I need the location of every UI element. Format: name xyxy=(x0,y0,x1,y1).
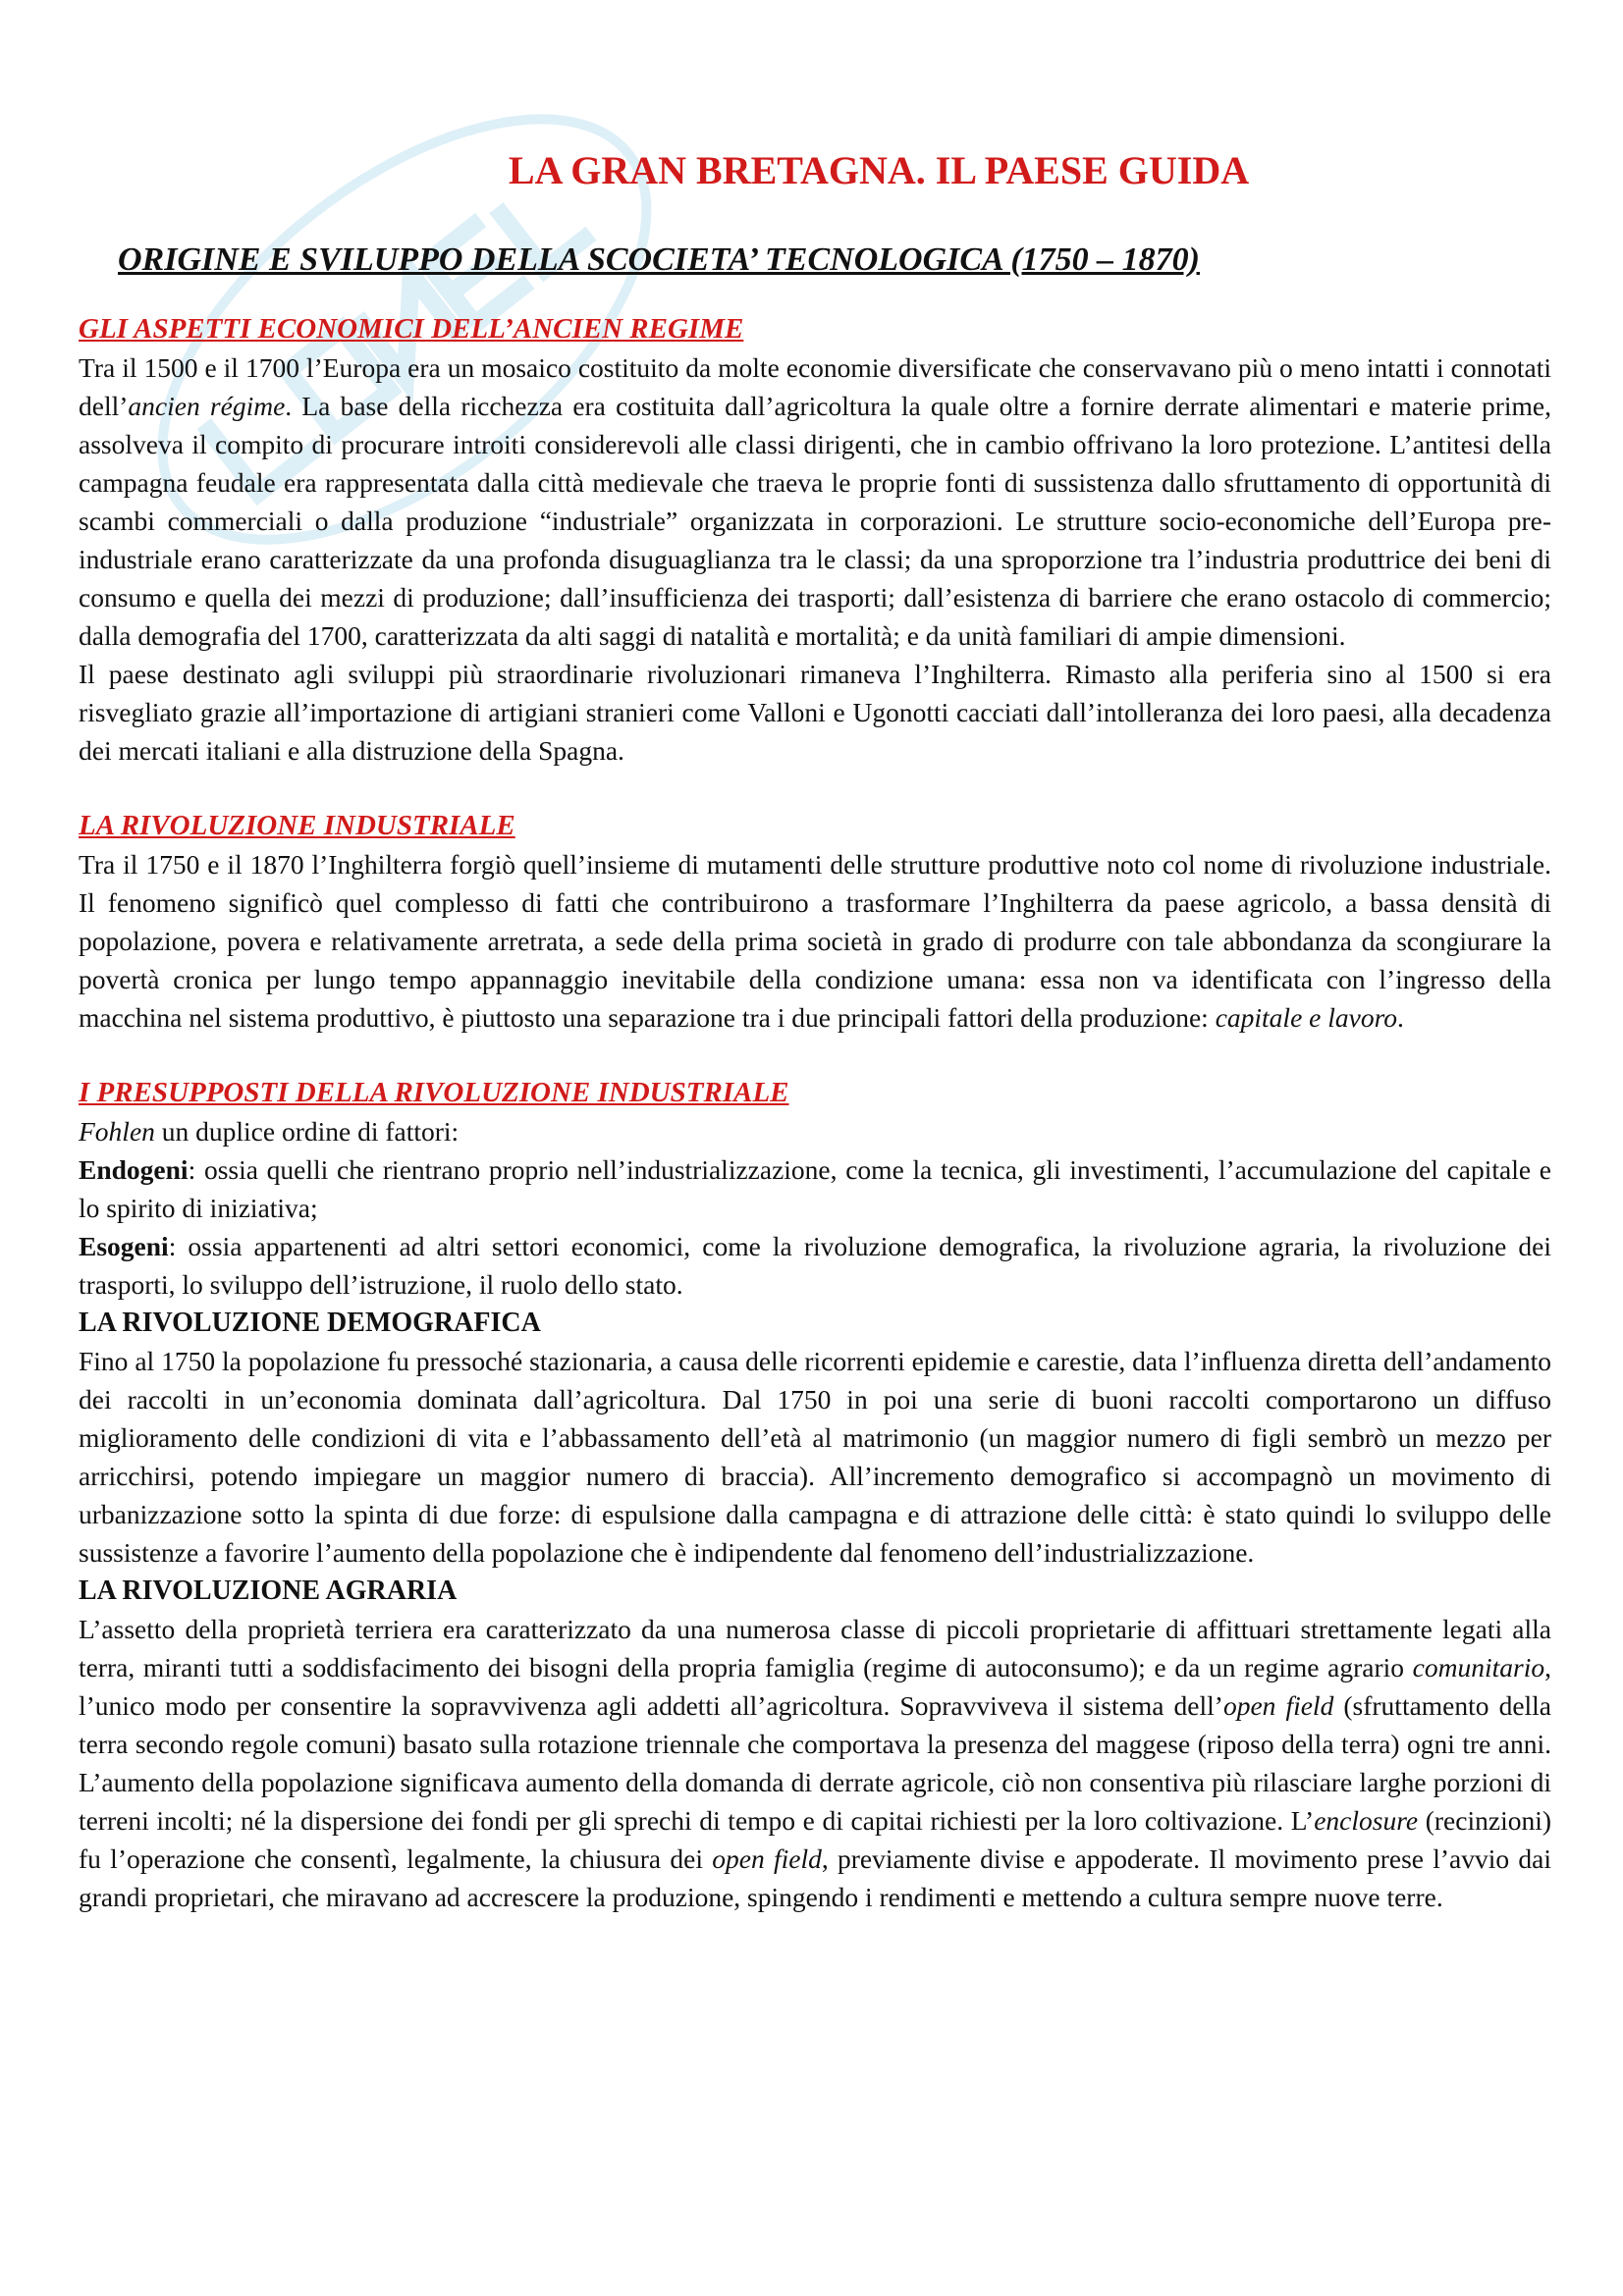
paragraph-rivoluzione-industriale: Tra il 1750 e il 1870 l’Inghilterra forgiò quell’insieme di mutamenti delle strutture produttive noto col nome di rivoluzione industriale. Il fenomeno significò quel complesso di fatti che contribuirono a trasformare l’Inghilterra da paese agricolo, a bassa densità di popolazione, povera e relativamente arretrata, a sede della prima società in grado di produrre con tale abbondanza da scongiurare la povertà cronica per lungo tempo appannaggio inevitabile della condizione umana: essa non va identificata con l’ingresso della macchina nel sistema produttivo, è piuttosto una separazione tra i due principali fattori della produzione: capitale e lavoro. xyxy=(79,849,1551,1033)
paragraph-rivoluzione-agraria: L’assetto della proprietà terriera era caratterizzato da una numerosa classe di piccoli proprietarie di affittuari strettamente legati alla terra, miranti tutti a soddisfacimento dei bisogni della propria famiglia (regime di autoconsumo); e da un regime agrario comunitario, l’unico modo per consentire la sopravvivenza agli addetti all’agricoltura. Sopravviveva il sistema dell’open field (sfruttamento della terra secondo regole comuni) basato sulla rotazione triennale che comportava la presenza del maggese (riposo della terra) ogni tre anni. L’aumento della popolazione significava aumento della domanda di derrate agricole, ciò non consentiva più rilasciare larghe porzioni di terreni incolti; né la dispersione dei fondi per gli sprechi di tempo e di capitai richiesti per la loro coltivazione. L’enclosure (recinzioni) fu l’operazione che consentì, legalmente, la chiusura dei open field, previamente divise e appoderate. Il movimento prese l’avvio dai grandi proprietari, che miravano ad accrescere la produzione, spingendo i rendimenti e mettendo a cultura sempre nuove terre. xyxy=(79,1614,1552,1912)
document-subtitle: ORIGINE E SVILUPPO DELLA SCOCIETA’ TECNOLOGICA (1750 – 1870) xyxy=(118,241,1200,278)
section-heading-ancien-regime: GLI ASPETTI ECONOMICI DELL’ANCIEN REGIME xyxy=(79,313,744,345)
paragraph-esogeni: Esogeni: ossia appartenenti ad altri settori economici, come la rivoluzione demografica, la rivoluzione agraria, la rivoluzione dei trasporti, lo sviluppo dell’istruzione, il ruolo dello stato. xyxy=(79,1231,1551,1300)
paragraph-ancien-regime: Tra il 1500 e il 1700 l’Europa era un mosaico costituito da molte economie diversificate che conservavano più o meno intatti i connotati dell’ancien régime. La base della ricchezza era costituita dall’agricoltura la quale oltre a fornire derrate alimentari e materie prime, assolveva il compito di procurare introiti considerevoli alle classi dirigenti, che in cambio offrivano la loro protezione. L’antitesi della campagna feudale era rappresentata dalla città medievale che traeva le proprie fonti di sussistenza dallo sfruttamento di opportunità di scambi commerciali o dalla produzione “industriale” organizzata in corporazioni. Le strutture socio-economiche dell’Europa pre-industriale erano caratterizzate da una profonda disuguaglianza tra le classi; da una sproporzione tra l’industria produttrice dei beni di consumo e quella dei mezzi di produzione; dall’insufficienza dei trasporti; dall’esistenza di barriere che erano ostacolo di commercio; dalla demografia del 1700, caratterizzata da alti saggi di natalità e mortalità; e da unità familiari di ampie dimensioni. xyxy=(79,352,1552,651)
section-heading-presupposti: I PRESUPPOSTI DELLA RIVOLUZIONE INDUSTRIALE xyxy=(79,1077,789,1108)
paragraph-inghilterra: Il paese destinato agli sviluppi più straordinarie rivoluzionari rimaneva l’Inghilterra. Rimasto alla periferia sino al 1500 si era risvegliato grazie all’importazione di artigiani stranieri come Valloni e Ugonotti cacciati dall’intolleranza dei loro paesi, alla decadenza dei mercati italiani e alla distruzione della Spagna. xyxy=(79,659,1551,766)
heading-rivoluzione-demografica: LA RIVOLUZIONE DEMOGRAFICA xyxy=(79,1308,541,1338)
document-page xyxy=(79,147,1551,1916)
heading-rivoluzione-agraria: LA RIVOLUZIONE AGRARIA xyxy=(79,1575,458,1606)
page-title: LA GRAN BRETAGNA. IL PAESE GUIDA xyxy=(508,148,1250,192)
section-heading-rivoluzione-industriale: LA RIVOLUZIONE INDUSTRIALE xyxy=(79,810,515,841)
paragraph-rivoluzione-demografica: Fino al 1750 la popolazione fu pressoché stazionaria, a causa delle ricorrenti epidemie e carestie, data l’influenza diretta dell’andamento dei raccolti in un’economia dominata dall’agricoltura. Dal 1750 in poi una serie di buoni raccolti comportarono un diffuso miglioramento delle condizioni di vita e l’abbassamento dell’età al matrimonio (un maggior numero di figli sembrò un mezzo per arricchirsi, potendo impiegare un maggior numero di braccia). All’incremento demografico si accompagnò un movimento di urbanizzazione sotto la spinta di due forze: di espulsione dalla campagna e di attrazione delle città: è stato quindi lo sviluppo delle sussistenze a favorire l’aumento della popolazione che è indipendente dal fenomeno dell’industrializzazione. xyxy=(79,1346,1551,1568)
paragraph-endogeni: Endogeni: ossia quelli che rientrano proprio nell’industrializzazione, come la tecnica, gli investimenti, l’accumulazione del capitale e lo spirito di iniziativa; xyxy=(79,1154,1551,1223)
paragraph-fohlen: Fohlen un duplice ordine di fattori: xyxy=(79,1116,460,1147)
